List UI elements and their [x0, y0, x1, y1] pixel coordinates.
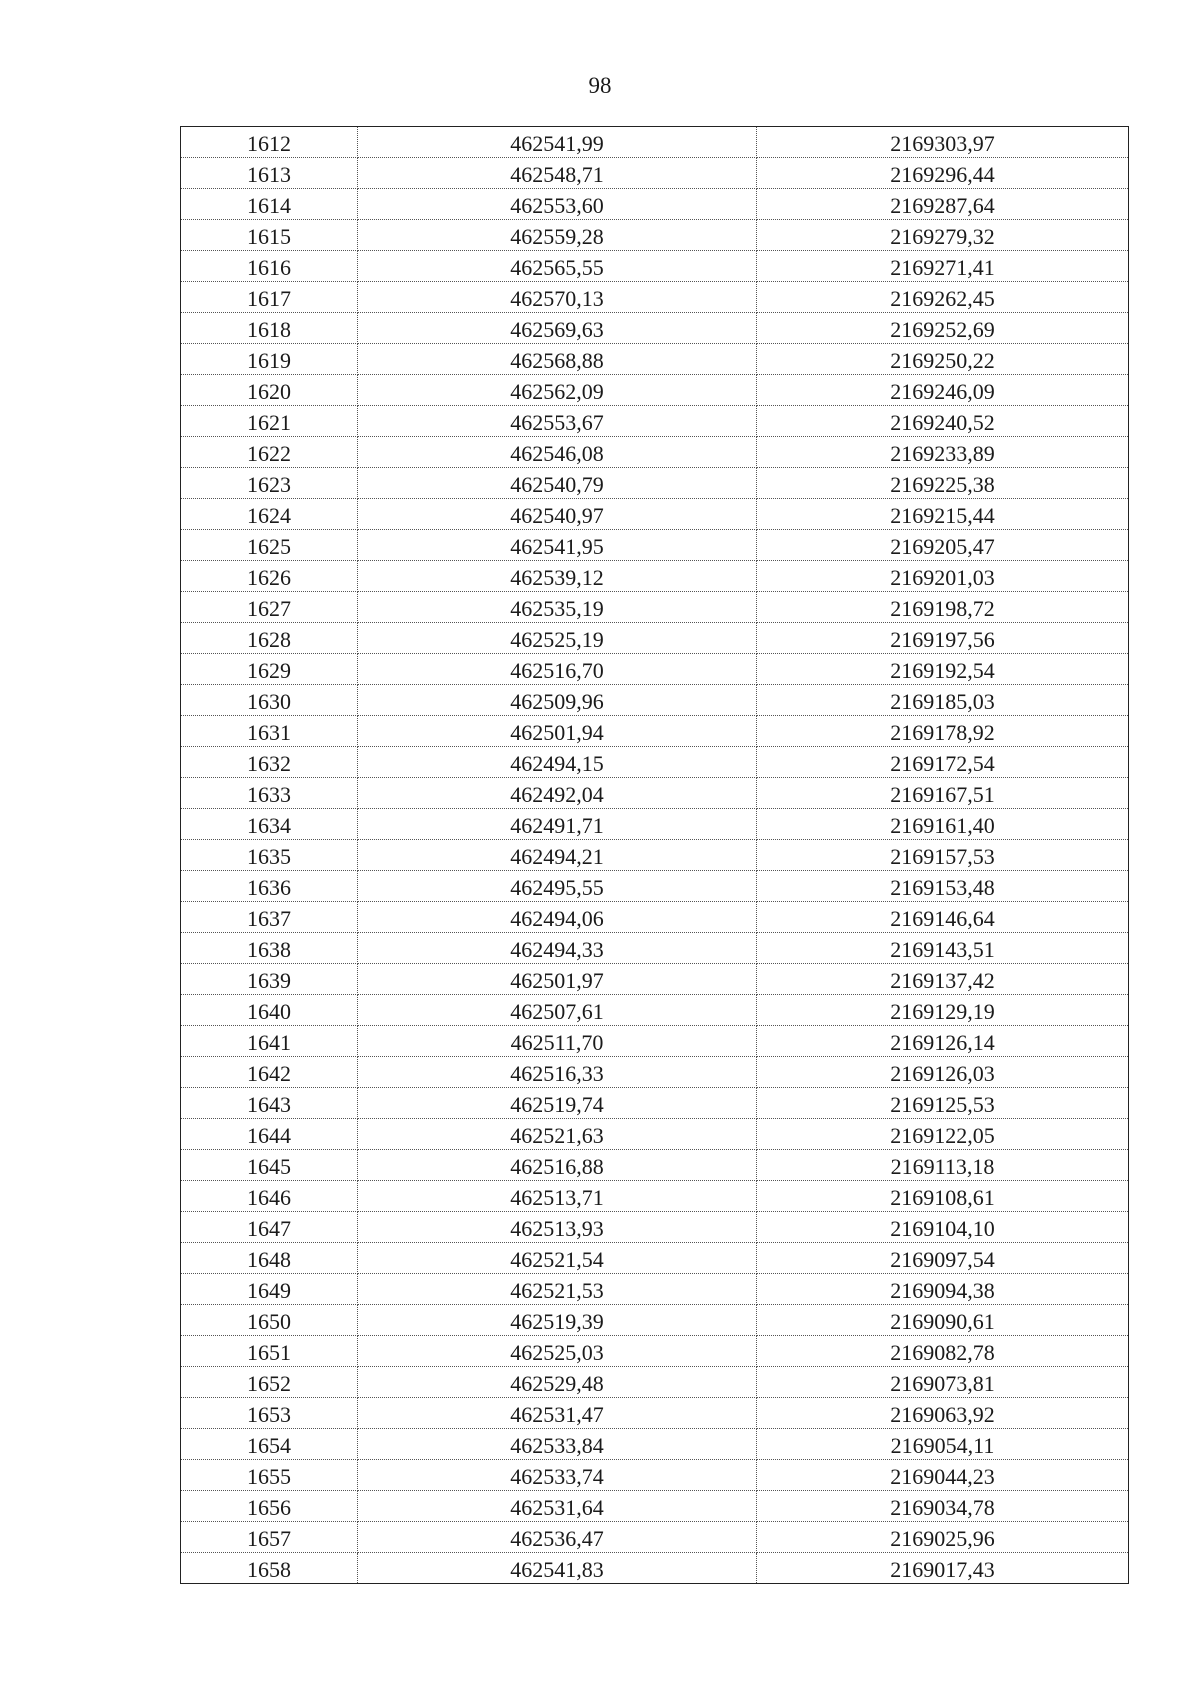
table-row [181, 437, 1129, 468]
x-coordinate-cell: 462541,99 [358, 127, 757, 158]
x-coordinate-cell: 462509,96 [358, 685, 757, 716]
table-row [181, 685, 1129, 716]
table-row [181, 592, 1129, 623]
x-coordinate-cell: 462491,71 [358, 809, 757, 840]
table-row [181, 1398, 1129, 1429]
x-coordinate-cell: 462495,55 [358, 871, 757, 902]
coordinates-table-body [181, 127, 1129, 1584]
table-row [181, 902, 1129, 933]
point-number-cell: 1618 [181, 313, 358, 344]
y-coordinate-cell: 2169129,19 [757, 995, 1129, 1026]
point-number-cell: 1612 [181, 127, 358, 158]
table-row [181, 313, 1129, 344]
table-row [181, 127, 1129, 158]
point-number-cell: 1654 [181, 1429, 358, 1460]
y-coordinate-cell: 2169034,78 [757, 1491, 1129, 1522]
y-coordinate-cell: 2169126,03 [757, 1057, 1129, 1088]
coordinates-table [180, 126, 1129, 1584]
point-number-cell: 1658 [181, 1553, 358, 1584]
point-number-cell: 1645 [181, 1150, 358, 1181]
x-coordinate-cell: 462531,47 [358, 1398, 757, 1429]
y-coordinate-cell: 2169252,69 [757, 313, 1129, 344]
point-number-cell: 1650 [181, 1305, 358, 1336]
table-row [181, 530, 1129, 561]
page-number: 98 [588, 73, 612, 98]
y-coordinate-cell: 2169271,41 [757, 251, 1129, 282]
table-row [181, 623, 1129, 654]
point-number-cell: 1620 [181, 375, 358, 406]
table-row [181, 220, 1129, 251]
y-coordinate-cell: 2169017,43 [757, 1553, 1129, 1584]
point-number-cell: 1630 [181, 685, 358, 716]
y-coordinate-cell: 2169185,03 [757, 685, 1129, 716]
y-coordinate-cell: 2169240,52 [757, 406, 1129, 437]
point-number-cell: 1624 [181, 499, 358, 530]
y-coordinate-cell: 2169097,54 [757, 1243, 1129, 1274]
table-row [181, 1553, 1129, 1584]
y-coordinate-cell: 2169025,96 [757, 1522, 1129, 1553]
point-number-cell: 1657 [181, 1522, 358, 1553]
y-coordinate-cell: 2169082,78 [757, 1336, 1129, 1367]
table-row [181, 1212, 1129, 1243]
y-coordinate-cell: 2169287,64 [757, 189, 1129, 220]
table-row [181, 809, 1129, 840]
table-row [181, 1336, 1129, 1367]
point-number-cell: 1628 [181, 623, 358, 654]
y-coordinate-cell: 2169143,51 [757, 933, 1129, 964]
point-number-cell: 1613 [181, 158, 358, 189]
y-coordinate-cell: 2169104,10 [757, 1212, 1129, 1243]
table-row [181, 251, 1129, 282]
point-number-cell: 1642 [181, 1057, 358, 1088]
x-coordinate-cell: 462553,67 [358, 406, 757, 437]
x-coordinate-cell: 462546,08 [358, 437, 757, 468]
x-coordinate-cell: 462521,53 [358, 1274, 757, 1305]
y-coordinate-cell: 2169262,45 [757, 282, 1129, 313]
point-number-cell: 1623 [181, 468, 358, 499]
x-coordinate-cell: 462536,47 [358, 1522, 757, 1553]
point-number-cell: 1632 [181, 747, 358, 778]
y-coordinate-cell: 2169246,09 [757, 375, 1129, 406]
y-coordinate-cell: 2169073,81 [757, 1367, 1129, 1398]
table-row [181, 1181, 1129, 1212]
point-number-cell: 1614 [181, 189, 358, 220]
point-number-cell: 1655 [181, 1460, 358, 1491]
point-number-cell: 1619 [181, 344, 358, 375]
x-coordinate-cell: 462540,79 [358, 468, 757, 499]
y-coordinate-cell: 2169167,51 [757, 778, 1129, 809]
x-coordinate-cell: 462511,70 [358, 1026, 757, 1057]
point-number-cell: 1631 [181, 716, 358, 747]
x-coordinate-cell: 462513,71 [358, 1181, 757, 1212]
point-number-cell: 1616 [181, 251, 358, 282]
x-coordinate-cell: 462569,63 [358, 313, 757, 344]
point-number-cell: 1647 [181, 1212, 358, 1243]
point-number-cell: 1644 [181, 1119, 358, 1150]
y-coordinate-cell: 2169192,54 [757, 654, 1129, 685]
x-coordinate-cell: 462501,94 [358, 716, 757, 747]
table-row [181, 747, 1129, 778]
x-coordinate-cell: 462494,33 [358, 933, 757, 964]
x-coordinate-cell: 462492,04 [358, 778, 757, 809]
y-coordinate-cell: 2169250,22 [757, 344, 1129, 375]
x-coordinate-cell: 462516,88 [358, 1150, 757, 1181]
y-coordinate-cell: 2169044,23 [757, 1460, 1129, 1491]
x-coordinate-cell: 462531,64 [358, 1491, 757, 1522]
y-coordinate-cell: 2169094,38 [757, 1274, 1129, 1305]
y-coordinate-cell: 2169146,64 [757, 902, 1129, 933]
table-row [181, 654, 1129, 685]
table-row [181, 840, 1129, 871]
table-row [181, 406, 1129, 437]
point-number-cell: 1652 [181, 1367, 358, 1398]
table-row [181, 189, 1129, 220]
table-row [181, 1429, 1129, 1460]
point-number-cell: 1651 [181, 1336, 358, 1367]
y-coordinate-cell: 2169137,42 [757, 964, 1129, 995]
point-number-cell: 1643 [181, 1088, 358, 1119]
x-coordinate-cell: 462494,21 [358, 840, 757, 871]
x-coordinate-cell: 462529,48 [358, 1367, 757, 1398]
y-coordinate-cell: 2169303,97 [757, 127, 1129, 158]
table-row [181, 158, 1129, 189]
table-row [181, 995, 1129, 1026]
table-row [181, 375, 1129, 406]
table-row [181, 1460, 1129, 1491]
x-coordinate-cell: 462521,54 [358, 1243, 757, 1274]
x-coordinate-cell: 462519,39 [358, 1305, 757, 1336]
y-coordinate-cell: 2169108,61 [757, 1181, 1129, 1212]
y-coordinate-cell: 2169063,92 [757, 1398, 1129, 1429]
x-coordinate-cell: 462570,13 [358, 282, 757, 313]
y-coordinate-cell: 2169125,53 [757, 1088, 1129, 1119]
x-coordinate-cell: 462535,19 [358, 592, 757, 623]
point-number-cell: 1635 [181, 840, 358, 871]
y-coordinate-cell: 2169113,18 [757, 1150, 1129, 1181]
y-coordinate-cell: 2169205,47 [757, 530, 1129, 561]
point-number-cell: 1653 [181, 1398, 358, 1429]
x-coordinate-cell: 462519,74 [358, 1088, 757, 1119]
point-number-cell: 1639 [181, 964, 358, 995]
x-coordinate-cell: 462541,95 [358, 530, 757, 561]
point-number-cell: 1640 [181, 995, 358, 1026]
point-number-cell: 1625 [181, 530, 358, 561]
y-coordinate-cell: 2169157,53 [757, 840, 1129, 871]
point-number-cell: 1617 [181, 282, 358, 313]
x-coordinate-cell: 462516,33 [358, 1057, 757, 1088]
point-number-cell: 1634 [181, 809, 358, 840]
x-coordinate-cell: 462525,03 [358, 1336, 757, 1367]
point-number-cell: 1638 [181, 933, 358, 964]
x-coordinate-cell: 462562,09 [358, 375, 757, 406]
x-coordinate-cell: 462568,88 [358, 344, 757, 375]
point-number-cell: 1622 [181, 437, 358, 468]
table-row [181, 871, 1129, 902]
point-number-cell: 1627 [181, 592, 358, 623]
point-number-cell: 1641 [181, 1026, 358, 1057]
table-row [181, 1305, 1129, 1336]
point-number-cell: 1621 [181, 406, 358, 437]
y-coordinate-cell: 2169296,44 [757, 158, 1129, 189]
y-coordinate-cell: 2169172,54 [757, 747, 1129, 778]
y-coordinate-cell: 2169126,14 [757, 1026, 1129, 1057]
table-row [181, 964, 1129, 995]
x-coordinate-cell: 462507,61 [358, 995, 757, 1026]
table-row [181, 1367, 1129, 1398]
x-coordinate-cell: 462565,55 [358, 251, 757, 282]
x-coordinate-cell: 462533,74 [358, 1460, 757, 1491]
y-coordinate-cell: 2169233,89 [757, 437, 1129, 468]
table-row [181, 344, 1129, 375]
x-coordinate-cell: 462540,97 [358, 499, 757, 530]
table-row [181, 282, 1129, 313]
x-coordinate-cell: 462541,83 [358, 1553, 757, 1584]
x-coordinate-cell: 462539,12 [358, 561, 757, 592]
point-number-cell: 1629 [181, 654, 358, 685]
point-number-cell: 1636 [181, 871, 358, 902]
point-number-cell: 1649 [181, 1274, 358, 1305]
table-row [181, 778, 1129, 809]
x-coordinate-cell: 462553,60 [358, 189, 757, 220]
point-number-cell: 1626 [181, 561, 358, 592]
y-coordinate-cell: 2169215,44 [757, 499, 1129, 530]
table-row [181, 499, 1129, 530]
y-coordinate-cell: 2169201,03 [757, 561, 1129, 592]
x-coordinate-cell: 462525,19 [358, 623, 757, 654]
table-row [181, 1057, 1129, 1088]
y-coordinate-cell: 2169197,56 [757, 623, 1129, 654]
table-row [181, 1088, 1129, 1119]
table-row [181, 561, 1129, 592]
y-coordinate-cell: 2169198,72 [757, 592, 1129, 623]
point-number-cell: 1615 [181, 220, 358, 251]
table-row [181, 1119, 1129, 1150]
point-number-cell: 1656 [181, 1491, 358, 1522]
x-coordinate-cell: 462494,15 [358, 747, 757, 778]
x-coordinate-cell: 462513,93 [358, 1212, 757, 1243]
point-number-cell: 1646 [181, 1181, 358, 1212]
x-coordinate-cell: 462521,63 [358, 1119, 757, 1150]
x-coordinate-cell: 462516,70 [358, 654, 757, 685]
x-coordinate-cell: 462559,28 [358, 220, 757, 251]
y-coordinate-cell: 2169225,38 [757, 468, 1129, 499]
table-row [181, 1491, 1129, 1522]
y-coordinate-cell: 2169122,05 [757, 1119, 1129, 1150]
y-coordinate-cell: 2169279,32 [757, 220, 1129, 251]
y-coordinate-cell: 2169090,61 [757, 1305, 1129, 1336]
point-number-cell: 1648 [181, 1243, 358, 1274]
x-coordinate-cell: 462494,06 [358, 902, 757, 933]
y-coordinate-cell: 2169178,92 [757, 716, 1129, 747]
point-number-cell: 1633 [181, 778, 358, 809]
table-row [181, 468, 1129, 499]
table-row [181, 716, 1129, 747]
x-coordinate-cell: 462501,97 [358, 964, 757, 995]
table-row [181, 1243, 1129, 1274]
table-row [181, 1522, 1129, 1553]
table-row [181, 1026, 1129, 1057]
y-coordinate-cell: 2169161,40 [757, 809, 1129, 840]
table-row [181, 1274, 1129, 1305]
table-row [181, 933, 1129, 964]
table-row [181, 1150, 1129, 1181]
point-number-cell: 1637 [181, 902, 358, 933]
x-coordinate-cell: 462533,84 [358, 1429, 757, 1460]
x-coordinate-cell: 462548,71 [358, 158, 757, 189]
y-coordinate-cell: 2169153,48 [757, 871, 1129, 902]
y-coordinate-cell: 2169054,11 [757, 1429, 1129, 1460]
